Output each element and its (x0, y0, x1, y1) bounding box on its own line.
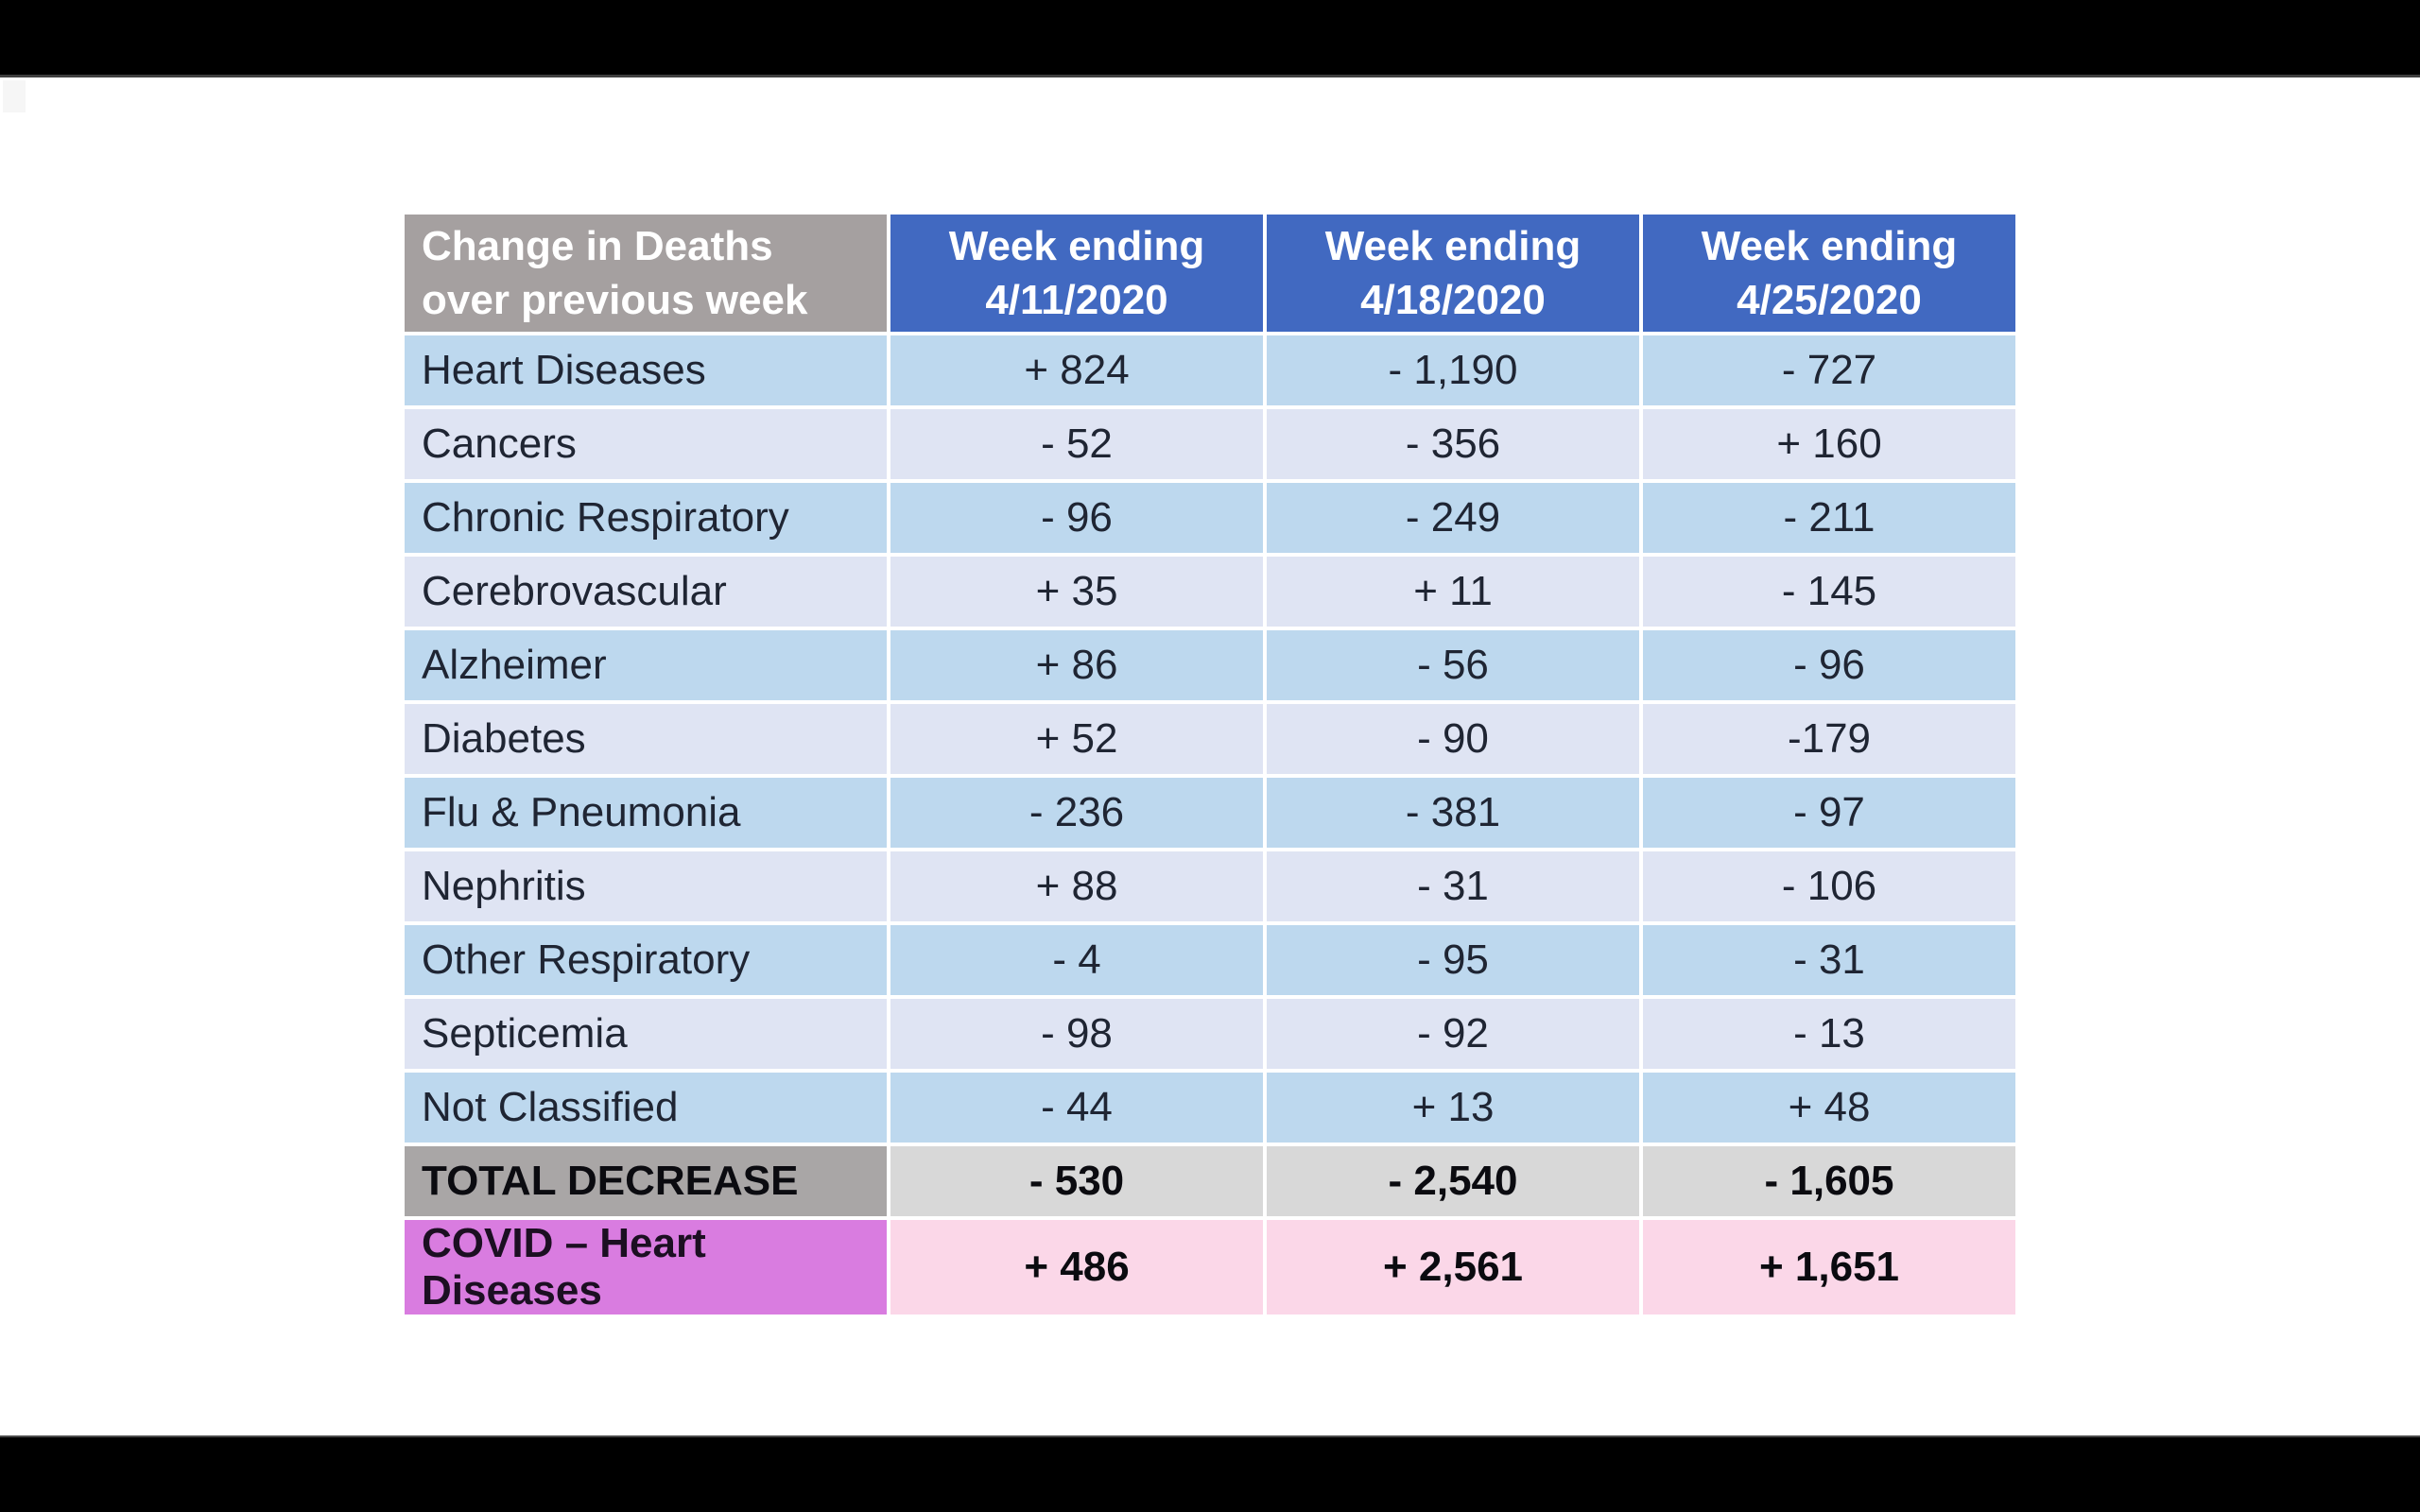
table-row (405, 630, 2015, 700)
table-row (405, 1073, 2015, 1143)
row-label: Other Respiratory (405, 925, 887, 995)
row-label: TOTAL DECREASE (405, 1146, 887, 1216)
column-header-week3: Week ending 4/25/2020 (1643, 215, 2015, 332)
slide-area (0, 77, 2420, 1435)
cell-value: - 4 (890, 925, 1263, 995)
cell-value: - 211 (1643, 483, 2015, 553)
cell-value: + 2,561 (1267, 1220, 1639, 1314)
cell-value: - 356 (1267, 409, 1639, 479)
cell-value: -179 (1643, 704, 2015, 774)
cell-value: - 236 (890, 778, 1263, 848)
column-header-week2: Week ending 4/18/2020 (1267, 215, 1639, 332)
table-row (405, 925, 2015, 995)
row-label: Alzheimer (405, 630, 887, 700)
cell-value: - 31 (1643, 925, 2015, 995)
cell-value: - 52 (890, 409, 1263, 479)
table-row (405, 335, 2015, 405)
cell-value: - 90 (1267, 704, 1639, 774)
column-header-week1: Week ending 4/11/2020 (890, 215, 1263, 332)
table-row (405, 778, 2015, 848)
cell-value: - 2,540 (1267, 1146, 1639, 1216)
cell-value: - 381 (1267, 778, 1639, 848)
cell-value: - 95 (1267, 925, 1639, 995)
cell-value: - 31 (1267, 851, 1639, 921)
table-title-line1: Change in Deaths (422, 223, 773, 269)
cell-value: + 13 (1267, 1073, 1639, 1143)
cell-value: - 530 (890, 1146, 1263, 1216)
cell-value: - 44 (890, 1073, 1263, 1143)
cell-value: + 48 (1643, 1073, 2015, 1143)
cell-value: - 56 (1267, 630, 1639, 700)
cell-value: - 727 (1643, 335, 2015, 405)
table-row (405, 704, 2015, 774)
row-label: Septicemia (405, 999, 887, 1069)
cell-value: + 1,651 (1643, 1220, 2015, 1314)
row-label: Nephritis (405, 851, 887, 921)
cell-value: - 98 (890, 999, 1263, 1069)
table-row (405, 851, 2015, 921)
row-label: Diabetes (405, 704, 887, 774)
cell-value: + 88 (890, 851, 1263, 921)
deaths-change-table (401, 211, 2019, 1318)
cell-value: + 86 (890, 630, 1263, 700)
cell-value: - 13 (1643, 999, 2015, 1069)
cell-value: - 1,605 (1643, 1146, 2015, 1216)
row-label: Heart Diseases (405, 335, 887, 405)
cell-value: + 11 (1267, 557, 1639, 627)
table-row (405, 999, 2015, 1069)
row-label: Chronic Respiratory (405, 483, 887, 553)
cell-value: - 97 (1643, 778, 2015, 848)
table-row (405, 483, 2015, 553)
row-label: Cerebrovascular (405, 557, 887, 627)
row-label: Cancers (405, 409, 887, 479)
row-label: Not Classified (405, 1073, 887, 1143)
letterbox-artifact (3, 80, 26, 112)
cell-value: - 1,190 (1267, 335, 1639, 405)
letterbox-bottom-bar (0, 1435, 2420, 1512)
cell-value: + 486 (890, 1220, 1263, 1314)
cell-value: - 96 (890, 483, 1263, 553)
cell-value: - 92 (1267, 999, 1639, 1069)
cell-value: + 52 (890, 704, 1263, 774)
cell-value: + 35 (890, 557, 1263, 627)
table-row (405, 557, 2015, 627)
cell-value: + 824 (890, 335, 1263, 405)
table-row (405, 409, 2015, 479)
table-header-row (405, 215, 2015, 332)
cell-value: - 249 (1267, 483, 1639, 553)
table-title-cell (405, 215, 887, 332)
cell-value: - 106 (1643, 851, 2015, 921)
letterbox-top-bar (0, 0, 2420, 77)
cell-value: - 145 (1643, 557, 2015, 627)
row-label: COVID – Heart Diseases (405, 1220, 887, 1314)
row-label: Flu & Pneumonia (405, 778, 887, 848)
total-decrease-row (405, 1146, 2015, 1216)
table-title-line2: over previous week (422, 277, 808, 323)
cell-value: + 160 (1643, 409, 2015, 479)
cell-value: - 96 (1643, 630, 2015, 700)
covid-heart-diseases-row (405, 1220, 2015, 1314)
